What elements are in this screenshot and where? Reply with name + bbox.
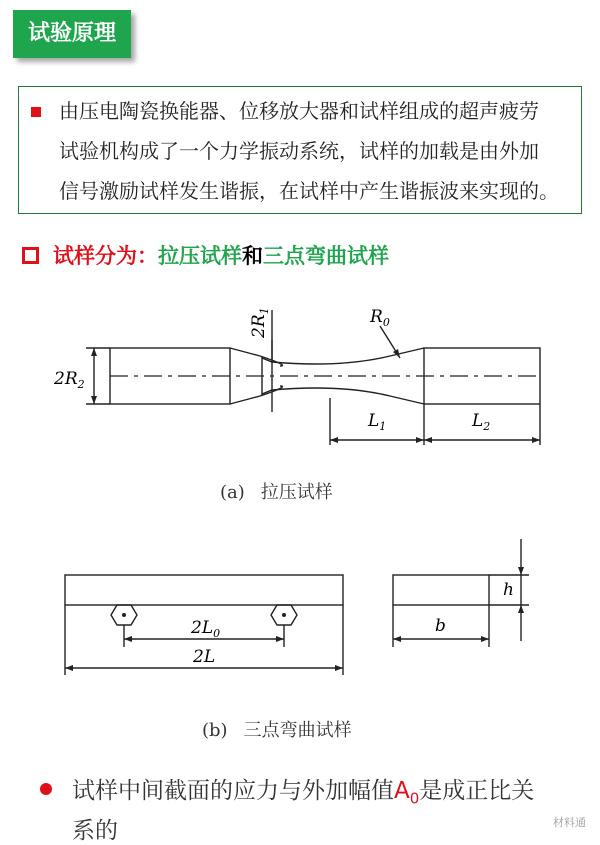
caption-a [220,478,333,504]
intro-text [59,91,579,211]
svg-text:R0 [369,307,390,329]
bending-specimen-diagram [55,535,535,685]
svg-text:2R2 [53,369,85,391]
specimen-heading [22,240,389,270]
svg-text:L2 [471,411,490,433]
label-2l0: 2L [191,618,214,638]
svg-text:2L0 [190,618,220,640]
label-r0: R [370,307,383,327]
caption-b [202,716,352,742]
round-bullet-icon [40,783,52,795]
heading-prefix: 试样分为： [53,244,158,268]
heading-conj: 和 [242,244,263,268]
svg-text:2R1 [249,307,271,339]
bullet-point [40,772,534,808]
tension-specimen-diagram [50,300,560,450]
intro-line: 试验机构成了一个力学振动系统，试样的加载是由外加 [59,139,539,163]
section-title: 试验原理 [13,10,131,58]
caption-a-text: 拉压试样 [260,482,333,503]
watermark: 材料通 [553,816,586,829]
square-bullet-icon [31,107,41,117]
amplitude-symbol [394,778,420,808]
caption-b-prefix: (b) [202,720,228,741]
bullet-text-before: 试样中间截面的应力与外加幅值 [72,778,394,804]
hollow-square-bullet-icon [22,247,39,264]
label-2r1-sub: 1 [258,307,271,315]
label-r0-sub: 0 [382,316,390,329]
caption-a-prefix: (a) [220,482,245,503]
label-l1: L [368,411,380,431]
label-2r2: 2R [54,369,78,389]
label-b: b [435,616,446,636]
svg-text:L1 [367,411,386,433]
intro-line: 由压电陶瓷换能器、位移放大器和试样组成的超声疲劳 [59,99,539,123]
intro-box [18,86,582,214]
label-2r2-sub: 2 [77,378,85,391]
label-2l: 2L [193,647,216,667]
label-l1-sub: 1 [379,420,387,433]
bullet-line-2: 系的 [72,818,118,844]
label-2r1: 2R [249,314,269,338]
intro-line: 信号激励试样发生谐振，在试样中产生谐振波来实现的。 [59,179,559,203]
amplitude-symbol-sub: 0 [409,789,420,808]
label-l2-sub: 2 [483,420,491,433]
amplitude-symbol-letter: A [394,778,410,804]
bullet-text-after: 是成正比关 [419,778,535,804]
caption-b-text: 三点弯曲试样 [243,720,352,741]
label-l2: L [472,411,484,431]
label-h: h [503,580,514,600]
label-2l0-sub: 0 [213,627,221,640]
heading-item-tension: 拉压试样 [158,244,242,268]
heading-item-bending: 三点弯曲试样 [263,244,389,268]
